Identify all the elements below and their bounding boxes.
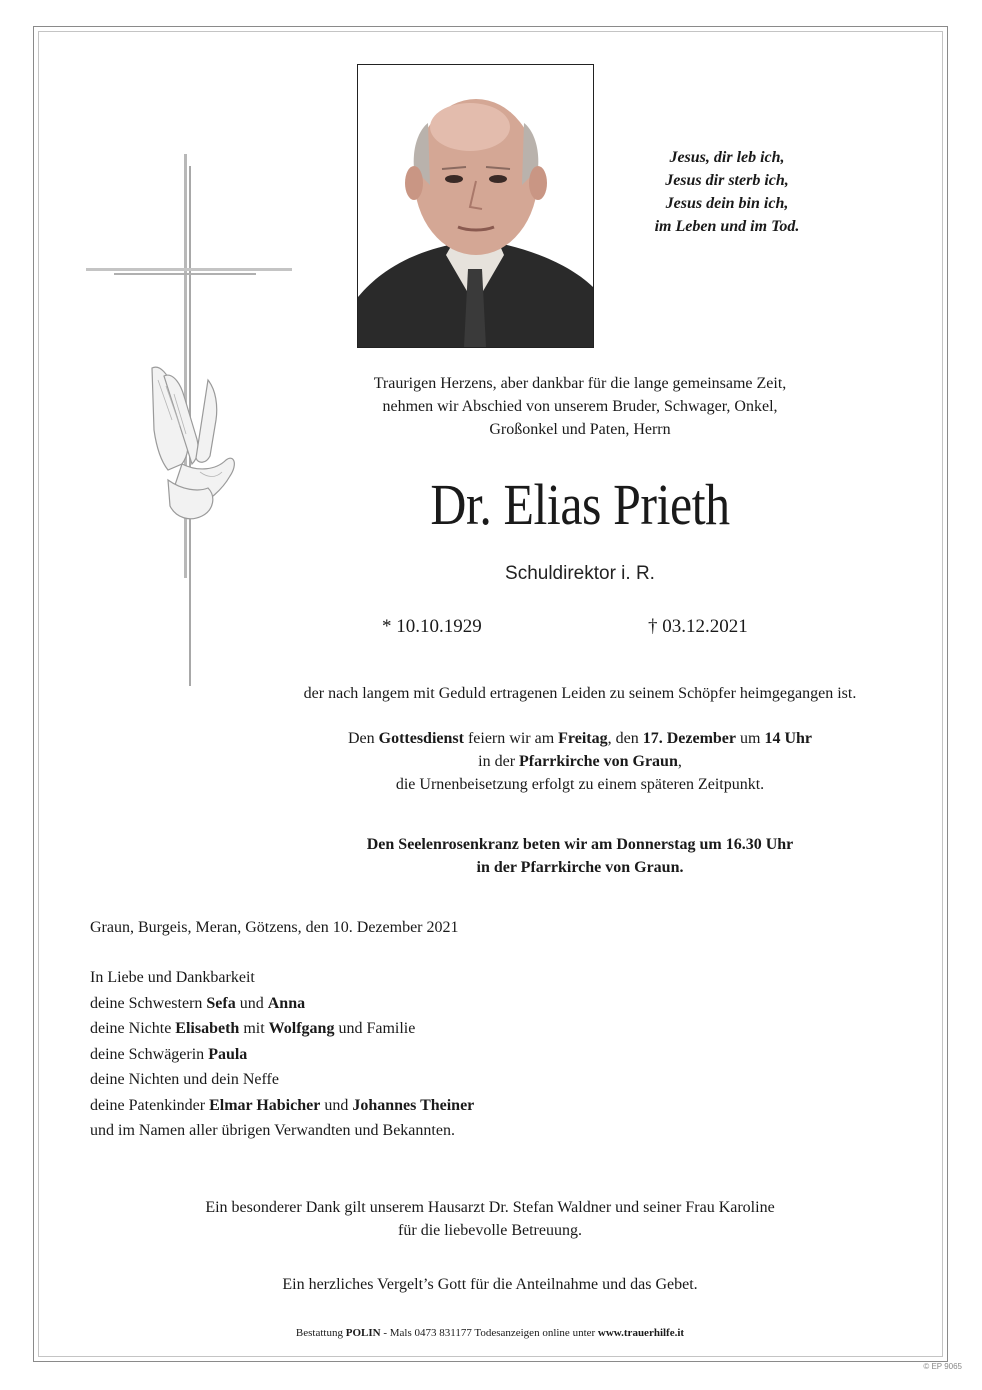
text: deine Nichte [90, 1020, 176, 1037]
intro-text [240, 372, 920, 441]
verse-line: im Leben und im Tod. [654, 218, 800, 235]
text: deine Patenkinder [90, 1096, 210, 1114]
text: und [235, 994, 268, 1012]
service-day: Freitag [558, 730, 608, 747]
thanks-line: für die liebevolle Betreuung. [398, 1222, 582, 1239]
service-location: Pfarrkirche von Graun [519, 753, 678, 770]
rosary-info [180, 833, 980, 879]
family-name: Anna [267, 994, 306, 1012]
text: und [320, 1096, 353, 1114]
family-line: und im Namen aller übrigen Verwandten und Bekannten. [90, 1122, 455, 1139]
intro-line: nehmen wir Abschied von unserem Bruder, Schwager, Onkel, [382, 398, 778, 415]
service-time: 14 Uhr [764, 730, 813, 747]
text: und Familie [334, 1020, 416, 1037]
family-name: Johannes Theiner [352, 1096, 475, 1114]
death-date: † 03.12.2021 [648, 616, 748, 637]
text: Den [347, 730, 379, 747]
family-line: deine Nichten und dein Neffe [90, 1071, 279, 1088]
website-link[interactable]: www.trauerhilfe.it [597, 1327, 685, 1339]
footer [80, 1327, 900, 1339]
closing-text: Ein herzliches Vergelt’s Gott für die Anteilnahme und das Gebet. [282, 1276, 698, 1293]
thanks-line: Ein besonderer Dank gilt unserem Hausarzt Dr. Stefan Waldner und seiner Frau Karoline [205, 1199, 775, 1216]
passing-text: der nach langem mit Geduld ertragenen Leiden zu seinem Schöpfer heimgegangen ist. [303, 685, 857, 702]
text: , [677, 753, 682, 770]
service-info [180, 727, 980, 796]
text: in der [478, 753, 520, 770]
verse-line: Jesus dein bin ich, [665, 195, 789, 212]
deceased-title: Schuldirektor i. R. [505, 563, 655, 584]
family-name: Wolfgang [268, 1020, 335, 1037]
service-date: 17. Dezember [642, 730, 737, 747]
intro-line: Großonkel und Paten, Herrn [489, 421, 671, 438]
deceased-name: Dr. Elias Prieth [430, 472, 730, 537]
text: Bestattung [295, 1327, 346, 1339]
bible-verse [612, 146, 842, 238]
family-name: Elmar Habicher [209, 1096, 321, 1114]
family-name: Sefa [206, 994, 236, 1012]
family-line [90, 1042, 474, 1068]
text: - Mals 0473 831177 Todesanzeigen online unter [380, 1327, 598, 1339]
intro-line: Traurigen Herzens, aber dankbar für die lange gemeinsame Zeit, [373, 375, 787, 392]
text: mit [239, 1020, 269, 1037]
service-line-1 [180, 727, 980, 750]
thanks-text [80, 1196, 900, 1242]
family-line [90, 1016, 474, 1042]
ep-code: © EP 9065 [923, 1362, 962, 1371]
family-line [90, 991, 474, 1017]
text: deine Schwestern [90, 994, 207, 1012]
family-name: Elisabeth [175, 1020, 240, 1037]
place-date: Graun, Burgeis, Meran, Götzens, den 10. Dezember 2021 [90, 919, 459, 936]
text: deine Schwägerin [90, 1045, 209, 1063]
text: feiern wir am [463, 730, 559, 747]
family-line [90, 1093, 474, 1119]
verse-line: Jesus, dir leb ich, [669, 149, 785, 166]
service-line-2 [180, 750, 980, 773]
rosary-line: Den Seelenrosenkranz beten wir am Donnerstag um 16.30 Uhr [366, 836, 794, 853]
undertaker-name: POLIN [345, 1327, 381, 1339]
verse-line: Jesus dir sterb ich, [665, 172, 789, 189]
text: um [736, 730, 765, 747]
portrait-photo [357, 64, 594, 348]
service-line-3: die Urnenbeisetzung erfolgt zu einem späteren Zeitpunkt. [395, 776, 765, 793]
family-list [90, 965, 474, 1144]
text: , den [607, 730, 643, 747]
birth-date: * 10.10.1929 [382, 616, 482, 637]
service-label: Gottesdienst [378, 730, 464, 747]
family-line: In Liebe und Dankbarkeit [90, 969, 255, 986]
rosary-line: in der Pfarrkirche von Graun. [476, 859, 684, 876]
family-name: Paula [208, 1045, 248, 1063]
